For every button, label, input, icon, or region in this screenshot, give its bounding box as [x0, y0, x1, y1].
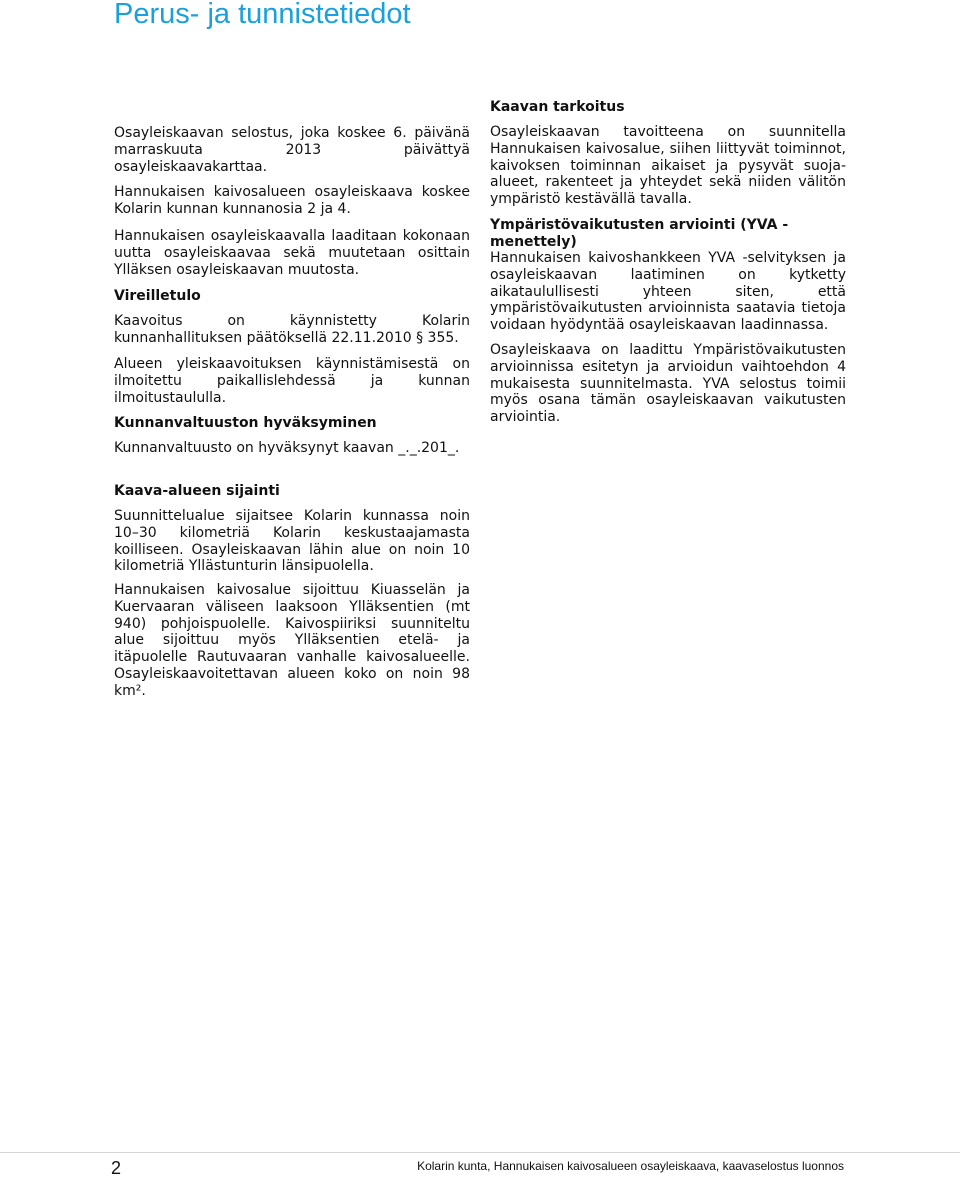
yva-alternative-paragraph: Osayleiskaava on laadittu Ympäristövaikutusten arvioinnissa esitetyn ja arvioidun vaihtoehdon 4 mukaisesta suunnitelmasta. YVA selostus toimii myös osana tämän osayleiskaavan vaikutusten arviointia.: [490, 342, 846, 426]
location-paragraph: Suunnittelualue sijaitsee Kolarin kunnassa noin 10–30 kilometriä Kolarin keskustaajamasta koilliseen. Osayleiskaavan lähin alue on noin 10 kilometriä Yllästunturin länsipuolella.: [114, 508, 470, 575]
intro-paragraph: Osayleiskaavan selostus, joka koskee 6. päivänä marraskuuta 2013 päivättyä osayleiskaavakarttaa.: [114, 125, 470, 175]
area-paragraph: Hannukaisen kaivosalueen osayleiskaava koskee Kolarin kunnan kunnanosia 2 ja 4.: [114, 184, 470, 217]
heading-kunnanvaltuusto: Kunnanvaltuuston hyväksyminen: [114, 415, 377, 431]
heading-kaavan-tarkoitus: Kaavan tarkoitus: [490, 99, 625, 115]
yva-paragraph: Hannukaisen kaivoshankkeen YVA -selvityksen ja osayleiskaavan laatiminen on kytketty aikataulullisesti yhteen siten, että ympäristövaikutusten arvioinnista saatavia tietoja voidaan hyödyntää osayleiskaavan laadinnassa.: [490, 250, 846, 334]
approval-paragraph: Kunnanvaltuusto on hyväksynyt kaavan _._.201_.: [114, 440, 460, 456]
page-number: 2: [111, 1158, 122, 1178]
footer-text: Kolarin kunta, Hannukaisen kaivosalueen osayleiskaava, kaavaselostus luonnos: [417, 1159, 844, 1173]
footer-divider: [0, 1152, 960, 1153]
purpose-paragraph: Osayleiskaavan tavoitteena on suunnitella Hannukaisen kaivosalue, siihen liittyvät toiminnot, kaivoksen toiminnan aikaiset ja pysyvät suoja-alueet, rakenteet ja yhteydet sekä niiden välitön ympäristö kestävällä tavalla.: [490, 124, 846, 208]
heading-sijainti: Kaava-alueen sijainti: [114, 483, 280, 499]
heading-vireilletulo: Vireilletulo: [114, 288, 201, 304]
page-title: Perus- ja tunnistetiedot: [114, 0, 411, 30]
heading-yva: Ympäristövaikutusten arviointi (YVA -menettely): [490, 217, 789, 250]
announcement-paragraph: Alueen yleiskaavoituksen käynnistämisestä on ilmoitettu paikallislehdessä ja kunnan ilmoitustaululla.: [114, 356, 470, 406]
vireilletulo-paragraph: Kaavoitus on käynnistetty Kolarin kunnanhallituksen päätöksellä 22.11.2010 § 355.: [114, 313, 470, 346]
scope-paragraph: Hannukaisen osayleiskaavalla laaditaan kokonaan uutta osayleiskaavaa sekä muutetaan osittain Ylläksen osayleiskaavan muutosta.: [114, 228, 470, 278]
mine-area-paragraph: Hannukaisen kaivosalue sijoittuu Kiuasselän ja Kuervaaran väliseen laaksoon Ylläksentien (mt 940) pohjoispuolelle. Kaivospiiriksi suunniteltu alue sijoittuu myös Ylläksentien etelä- ja itäpuolelle Rautuvaaran vanhalle kaivosalueelle. Osayleiskaavoitettavan alueen koko on noin 98 km².: [114, 582, 470, 699]
